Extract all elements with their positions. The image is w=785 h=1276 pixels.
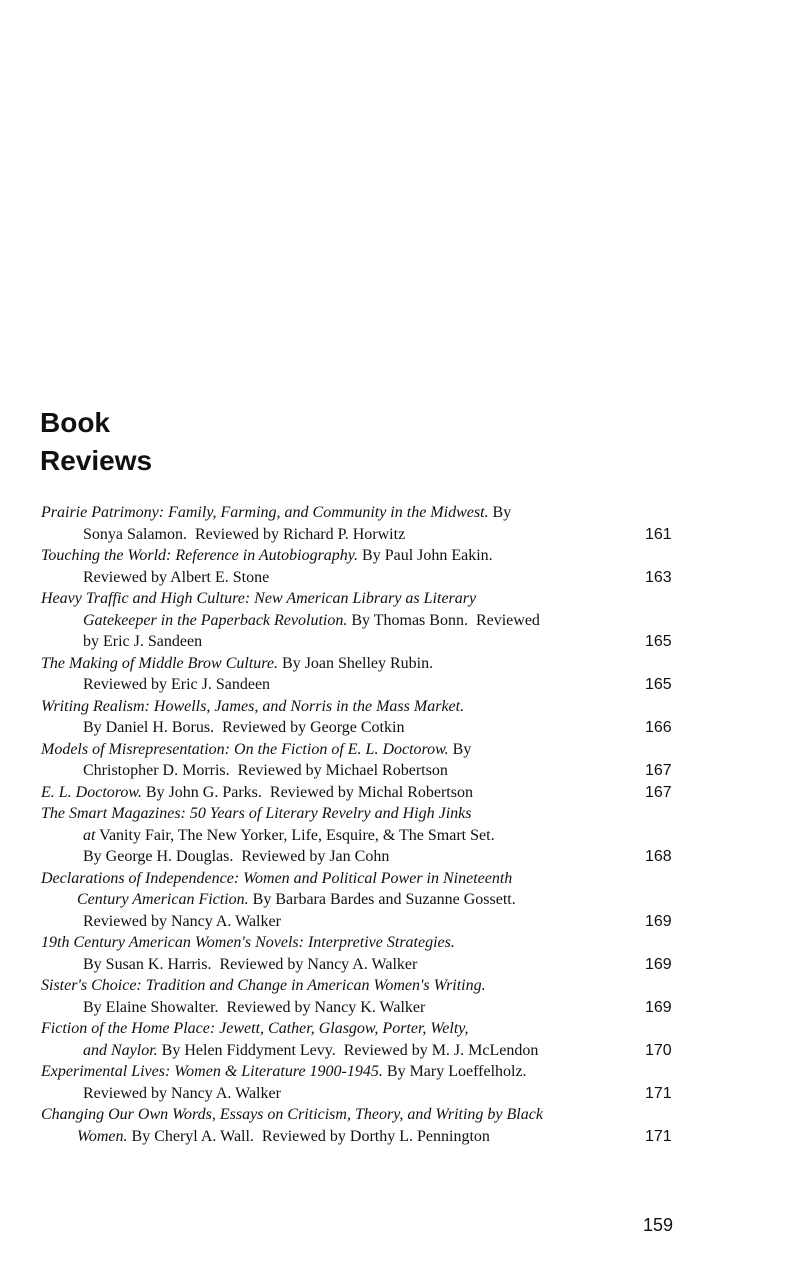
- entry-continuation-line: [41, 1083, 681, 1105]
- entry-page-number: 161: [645, 525, 672, 543]
- byline-text: By Barbara Bardes and Suzanne Gossett.: [248, 891, 516, 908]
- entry-continuation-line: [41, 674, 681, 696]
- entry-page-number: 167: [645, 783, 672, 801]
- byline-text: Vanity Fair, The New Yorker, Life, Esquire, & The Smart Set.: [95, 826, 495, 844]
- book-title-text: E. L. Doctorow.: [41, 783, 142, 801]
- review-entry: [41, 932, 681, 975]
- entry-title-line: [41, 545, 681, 567]
- review-entry: [41, 588, 681, 653]
- byline-text: Reviewed by Albert E. Stone: [83, 568, 270, 586]
- entry-title-line: [41, 696, 681, 718]
- review-entry: [41, 975, 681, 1018]
- entry-continuation-line: [41, 846, 681, 868]
- byline-text: By Mary Loeffelholz.: [382, 1063, 527, 1080]
- review-entry: [41, 782, 681, 804]
- entry-page-number: 169: [645, 998, 672, 1016]
- entry-page-number: 171: [645, 1127, 672, 1145]
- review-entry: [41, 739, 681, 782]
- review-entry: [41, 1104, 681, 1147]
- review-list: [41, 502, 681, 1147]
- entry-title-line: [41, 782, 681, 804]
- review-entry: [41, 696, 681, 739]
- review-entry: [41, 1061, 681, 1104]
- book-title-text: Gatekeeper in the Paperback Revolution.: [83, 611, 348, 629]
- byline-text: By Paul John Eakin.: [358, 547, 493, 564]
- entry-page-number: 169: [645, 955, 672, 973]
- entry-continuation-line: [41, 997, 681, 1019]
- entry-title-line: [41, 502, 681, 524]
- entry-title-line: [41, 1018, 681, 1040]
- book-title-text: Century American Fiction.: [77, 891, 249, 908]
- book-title-text: Declarations of Independence: Women and Political Power in Nineteenth: [41, 869, 513, 887]
- byline-text: Sonya Salamon. Reviewed by Richard P. Horwitz: [83, 525, 406, 543]
- byline-text: By Thomas Bonn. Reviewed: [347, 611, 540, 629]
- entry-page-number: 165: [645, 676, 672, 693]
- entry-continuation-line: [41, 631, 681, 653]
- book-title-text: Changing Our Own Words, Essays on Criticism, Theory, and Writing by Black: [41, 1106, 543, 1123]
- entry-page-number: 163: [645, 568, 672, 586]
- byline-text: By: [448, 740, 472, 758]
- entry-continuation-line: [41, 825, 681, 847]
- entry-title-line: [41, 1104, 681, 1126]
- byline-text: By Helen Fiddyment Levy. Reviewed by M. J. McLendon: [157, 1041, 539, 1059]
- book-title-text: Fiction of the Home Place: Jewett, Cather, Glasgow, Porter, Welty,: [41, 1020, 469, 1037]
- entry-continuation-line: [41, 1040, 681, 1062]
- entry-page-number: 166: [645, 719, 672, 736]
- byline-text: By Daniel H. Borus. Reviewed by George Cotkin: [83, 719, 405, 736]
- book-title-text: Women.: [77, 1127, 128, 1145]
- entry-title-line: [41, 739, 681, 761]
- review-entry: [41, 803, 681, 868]
- entry-page-number: 165: [645, 633, 672, 650]
- book-title-text: Models of Misrepresentation: On the Fiction of E. L. Doctorow.: [41, 740, 449, 758]
- book-title-text: and Naylor.: [83, 1041, 158, 1059]
- book-title-text: Writing Realism: Howells, James, and Norris in the Mass Market.: [41, 697, 465, 715]
- entry-page-number: 170: [645, 1041, 672, 1059]
- entry-title-line: [41, 932, 681, 954]
- review-entry: [41, 502, 681, 545]
- book-title-text: at: [83, 826, 96, 844]
- book-title-text: The Smart Magazines: 50 Years of Literary Revelry and High Jinks: [41, 805, 472, 822]
- byline-text: By Elaine Showalter. Reviewed by Nancy K. Walker: [83, 998, 426, 1016]
- page-number: 159: [643, 1215, 674, 1235]
- byline-text: Reviewed by Eric J. Sandeen: [83, 676, 271, 693]
- entry-title-line: [41, 803, 681, 825]
- byline-text: By Susan K. Harris. Reviewed by Nancy A. Walker: [83, 955, 418, 973]
- byline-text: By Joan Shelley Rubin.: [278, 654, 434, 672]
- byline-text: by Eric J. Sandeen: [83, 633, 203, 650]
- book-title-text: Prairie Patrimony: Family, Farming, and Community in the Midwest.: [41, 504, 489, 521]
- entry-continuation-line: [41, 717, 681, 739]
- review-entry: [41, 868, 681, 933]
- byline-text: By George H. Douglas. Reviewed by Jan Cohn: [83, 848, 390, 865]
- entry-title-line: [41, 588, 681, 610]
- entry-title-line: [41, 975, 681, 997]
- entry-title-line: [41, 868, 681, 890]
- heading-line-1: Book: [40, 407, 110, 438]
- review-entry: [41, 653, 681, 696]
- byline-text: By: [488, 504, 512, 521]
- entry-continuation-line: [41, 889, 681, 911]
- book-title-text: Touching the World: Reference in Autobiography.: [41, 547, 359, 564]
- entry-continuation-line: [41, 567, 681, 589]
- byline-text: Reviewed by Nancy A. Walker: [83, 912, 281, 930]
- entry-title-line: [41, 653, 681, 675]
- book-title-text: The Making of Middle Brow Culture.: [41, 654, 279, 672]
- entry-title-line: [41, 1061, 681, 1083]
- entry-page-number: 171: [645, 1084, 672, 1102]
- book-title-text: Heavy Traffic and High Culture: New American Library as Literary: [41, 590, 477, 607]
- byline-text: Reviewed by Nancy A. Walker: [83, 1084, 281, 1102]
- entry-continuation-line: [41, 954, 681, 976]
- section-heading: [40, 404, 152, 480]
- byline-text: Christopher D. Morris. Reviewed by Michael Robertson: [83, 762, 448, 779]
- entry-continuation-line: [41, 1126, 681, 1148]
- entry-page-number: 169: [645, 912, 672, 930]
- entry-continuation-line: [41, 524, 681, 546]
- review-entry: [41, 545, 681, 588]
- entry-continuation-line: [41, 760, 681, 782]
- entry-continuation-line: [41, 610, 681, 632]
- heading-line-2: Reviews: [40, 445, 153, 476]
- byline-text: By Cheryl A. Wall. Reviewed by Dorthy L. Pennington: [127, 1127, 490, 1145]
- entry-continuation-line: [41, 911, 681, 933]
- book-title-text: 19th Century American Women's Novels: Interpretive Strategies.: [41, 934, 455, 951]
- entry-page-number: 168: [645, 848, 672, 865]
- review-entry: [41, 1018, 681, 1061]
- book-title-text: Sister's Choice: Tradition and Change in American Women's Writing.: [41, 977, 486, 994]
- book-title-text: Experimental Lives: Women & Literature 1900-1945.: [41, 1063, 383, 1080]
- byline-text: By John G. Parks. Reviewed by Michal Robertson: [141, 783, 473, 801]
- entry-page-number: 167: [645, 762, 672, 779]
